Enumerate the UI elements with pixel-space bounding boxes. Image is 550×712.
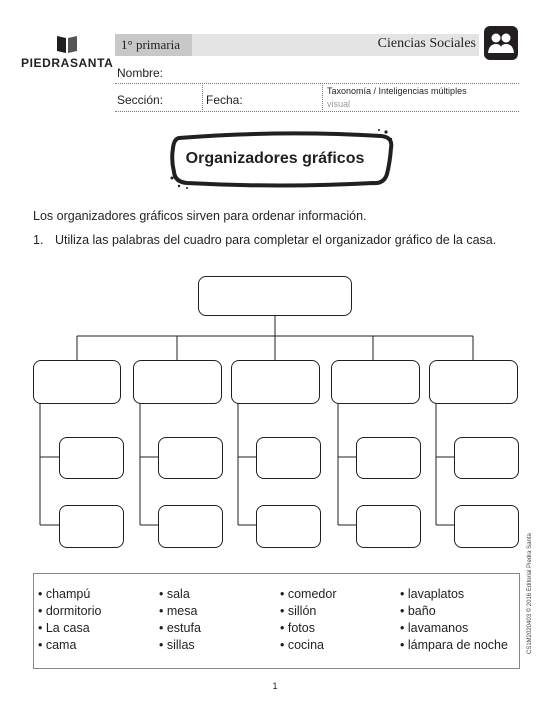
word-item: • lavaplatos [400, 587, 465, 601]
page-title: Organizadores gráficos [185, 150, 365, 167]
organizer-item-box[interactable] [356, 505, 421, 548]
organizer-category-box[interactable] [331, 360, 420, 404]
instruction-number: 1. [33, 233, 44, 247]
organizer-item-box[interactable] [158, 437, 223, 479]
organizer-item-box[interactable] [59, 437, 124, 479]
organizer-category-box[interactable] [231, 360, 320, 404]
word-item: • sillas [159, 638, 195, 652]
word-item: • champú [38, 587, 91, 601]
publisher-logo-text: PIEDRASANTA [21, 56, 114, 70]
word-item: • estufa [159, 621, 201, 635]
intro-text: Los organizadores gráficos sirven para ordenar información. [33, 209, 367, 223]
word-item: • dormitorio [38, 604, 102, 618]
word-item: • lámpara de noche [400, 638, 508, 652]
subject-label: Ciencias Sociales [377, 36, 476, 51]
organizer-root-box[interactable] [198, 276, 352, 316]
organizer-category-box[interactable] [33, 360, 121, 404]
word-item: • cocina [280, 638, 324, 652]
word-item: • cama [38, 638, 77, 652]
organizer-category-box[interactable] [133, 360, 222, 404]
word-item: • fotos [280, 621, 315, 635]
copyright-code: CS1M2020403 © 2016 Editorial Piedra Santa [527, 533, 533, 654]
word-item: • lavamanos [400, 621, 469, 635]
instruction-text: Utiliza las palabras del cuadro para completar el organizador gráfico de la casa. [55, 233, 497, 247]
taxonomy-value: visual [327, 99, 351, 109]
organizer-item-box[interactable] [256, 437, 321, 479]
page-number: 1 [272, 681, 278, 691]
taxonomy-label: Taxonomía / Inteligencias múltiples [327, 86, 467, 96]
organizer-category-box[interactable] [429, 360, 518, 404]
organizer-item-box[interactable] [454, 437, 519, 479]
organizer-item-box[interactable] [356, 437, 421, 479]
fecha-label: Fecha: [206, 93, 243, 107]
word-item: • La casa [38, 621, 90, 635]
grade-label: 1° primaria [121, 37, 180, 52]
organizer-item-box[interactable] [454, 505, 519, 548]
organizer-item-box[interactable] [158, 505, 223, 548]
organizer-item-box[interactable] [256, 505, 321, 548]
word-item: • comedor [280, 587, 337, 601]
word-item: • sala [159, 587, 190, 601]
nombre-label: Nombre: [117, 66, 164, 80]
organizer-item-box[interactable] [59, 505, 124, 548]
seccion-label: Sección: [117, 93, 164, 107]
word-item: • baño [400, 604, 436, 618]
word-item: • mesa [159, 604, 198, 618]
word-item: • sillón [280, 604, 317, 618]
